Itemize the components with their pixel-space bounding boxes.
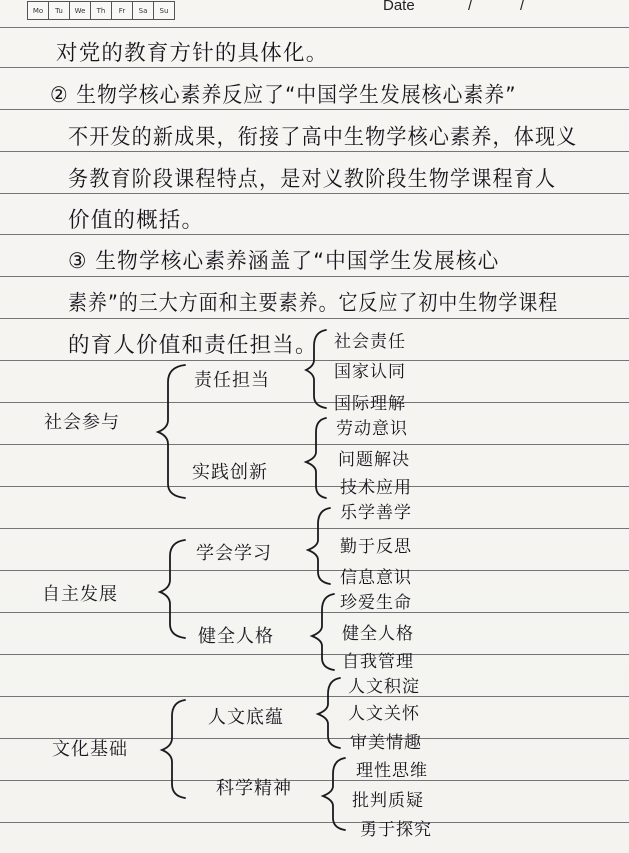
branch-label: 人文底蕴 <box>208 707 284 728</box>
date-separator: / <box>468 0 473 14</box>
note-line: 素养”的三大方面和主要素养。它反应了初中生物学课程 <box>68 291 559 316</box>
branch-label: 科学精神 <box>216 778 292 799</box>
note-line: ② 生物学核心素养反应了“中国学生发展核心素养” <box>50 83 517 108</box>
note-line: 务教育阶段课程特点，是对义教阶段生物学课程育人 <box>68 167 557 192</box>
leaf-item: 勤于反思 <box>340 537 412 557</box>
leaf-item: 理性思维 <box>356 761 428 781</box>
brace <box>323 758 345 830</box>
brace <box>306 330 326 408</box>
group-label-cultural-foundation: 文化基础 <box>52 739 128 760</box>
brace <box>308 508 330 584</box>
leaf-item: 问题解决 <box>338 450 410 470</box>
leaf-item: 人文积淀 <box>348 677 420 697</box>
leaf-item: 人文关怀 <box>348 704 420 724</box>
note-line: ③ 生物学核心素养涵盖了“中国学生发展核心 <box>68 249 500 274</box>
weekday-box: Sa <box>132 1 154 20</box>
note-line: 对党的教育方针的具体化。 <box>56 41 329 66</box>
weekday-box: Tu <box>48 1 70 20</box>
leaf-item: 信息意识 <box>340 568 412 588</box>
group-label-social-participation: 社会参与 <box>44 412 120 433</box>
leaf-item: 珍爱生命 <box>340 593 412 613</box>
branch-label: 学会学习 <box>196 543 272 564</box>
brace <box>158 365 185 498</box>
weekday-box: Mo <box>27 1 49 20</box>
weekday-box: Th <box>90 1 112 20</box>
branch-label: 实践创新 <box>192 462 268 483</box>
weekday-box: Su <box>153 1 175 20</box>
leaf-item: 审美情趣 <box>350 733 422 753</box>
leaf-item: 自我管理 <box>342 652 414 672</box>
note-line: 不开发的新成果，衔接了高中生物学核心素养，体现义 <box>68 125 578 150</box>
weekday-box: We <box>69 1 91 20</box>
leaf-item: 国家认同 <box>334 362 406 382</box>
branch-label: 责任担当 <box>194 370 270 391</box>
brace <box>162 700 185 798</box>
note-line: 价值的概括。 <box>68 208 205 233</box>
note-line: 的育人价值和责任担当。 <box>68 333 318 358</box>
brace <box>312 594 334 670</box>
brace <box>306 418 326 498</box>
leaf-item: 国际理解 <box>334 394 406 414</box>
leaf-item: 劳动意识 <box>336 419 408 439</box>
weekday-box: Fr <box>111 1 133 20</box>
brace <box>318 678 340 748</box>
date-separator: / <box>520 0 525 14</box>
leaf-item: 社会责任 <box>334 332 406 352</box>
leaf-item: 健全人格 <box>342 624 414 644</box>
group-label-self-development: 自主发展 <box>42 584 118 605</box>
date-label: Date <box>383 0 415 14</box>
leaf-item: 乐学善学 <box>340 503 412 523</box>
leaf-item: 勇于探究 <box>360 820 432 840</box>
branch-label: 健全人格 <box>198 626 274 647</box>
leaf-item: 技术应用 <box>340 478 412 498</box>
leaf-item: 批判质疑 <box>352 791 424 811</box>
brace <box>160 540 185 638</box>
